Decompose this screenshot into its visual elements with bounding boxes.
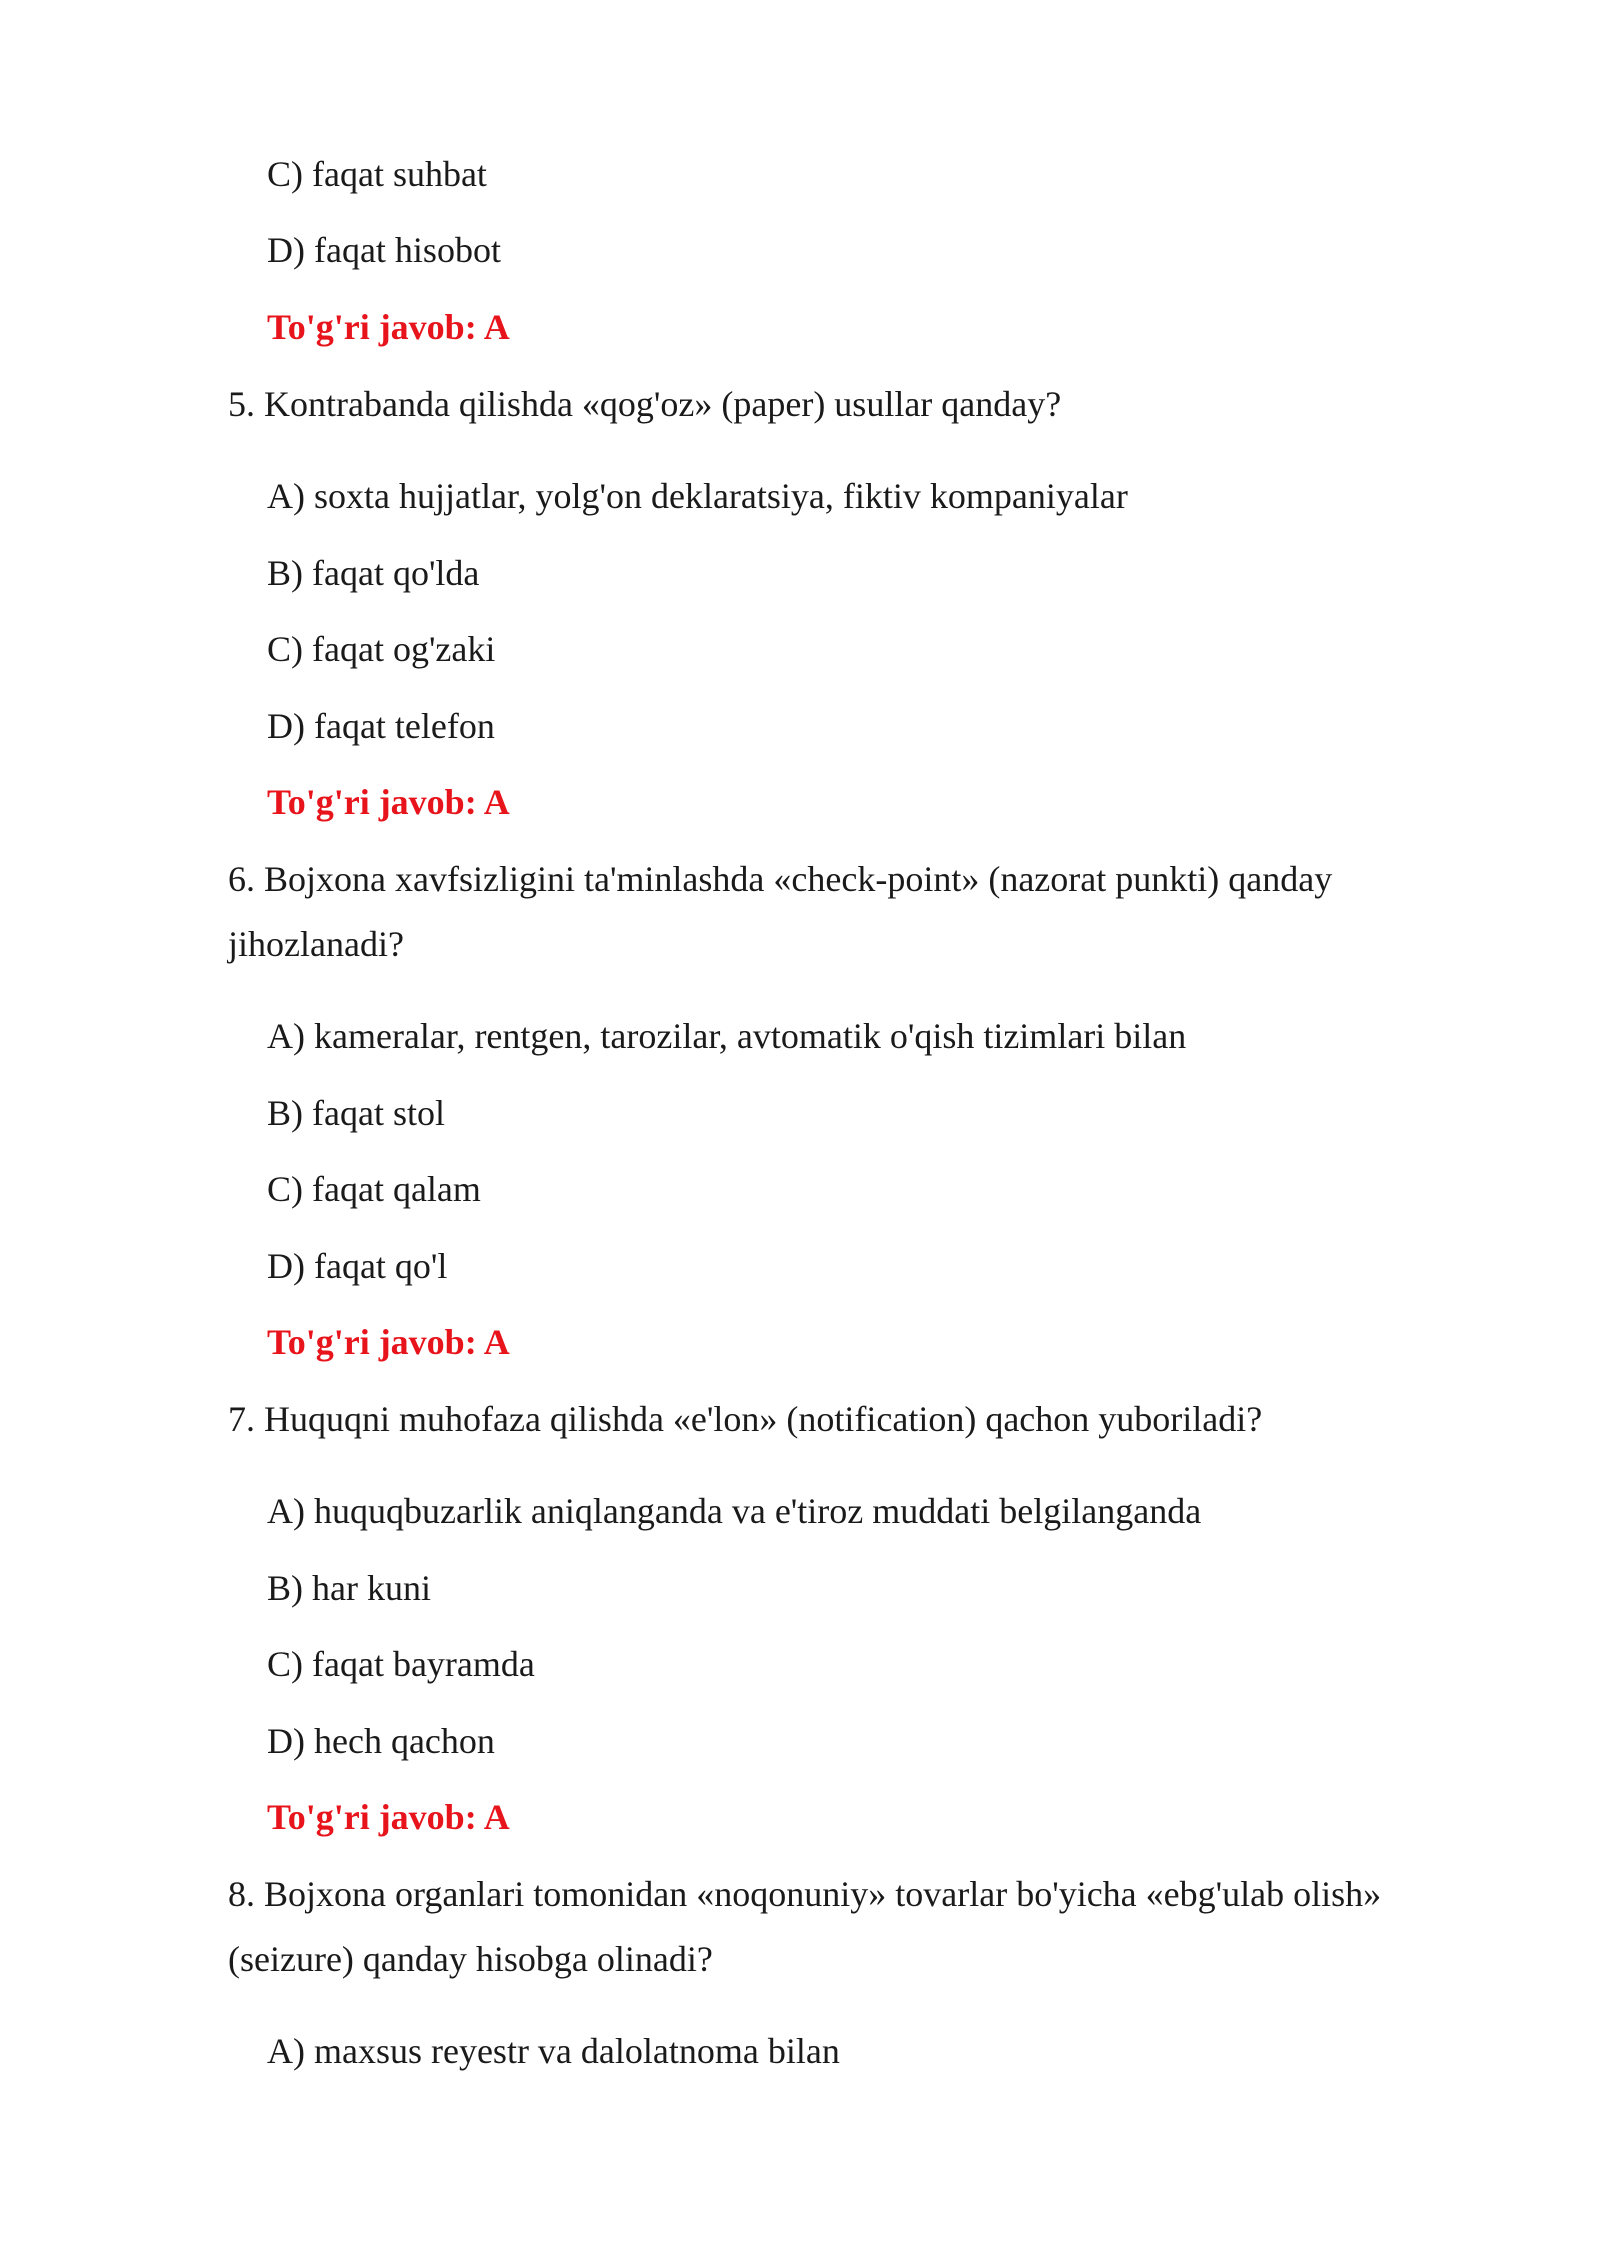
correct-answer: To'g'ri javob: A: [267, 782, 510, 822]
option-d: D) faqat telefon: [267, 706, 495, 746]
option-d: D) hech qachon: [267, 1721, 495, 1761]
option-a: A) maxsus reyestr va dalolatnoma bilan: [267, 2031, 840, 2071]
question-8-line-1: 8. Bojxona organlari tomonidan «noqonuniy» tovarlar bo'yicha «ebg'ulab olish»: [228, 1874, 1382, 1914]
option-a: A) soxta hujjatlar, yolg'on deklaratsiya, fiktiv kompaniyalar: [267, 476, 1128, 516]
option-c: C) faqat og'zaki: [267, 629, 496, 669]
question-5: 5. Kontrabanda qilishda «qog'oz» (paper) usullar qanday?: [228, 384, 1062, 424]
option-c: C) faqat qalam: [267, 1169, 481, 1209]
question-8-line-2: (seizure) qanday hisobga olinadi?: [228, 1939, 713, 1979]
question-6-line-1: 6. Bojxona xavfsizligini ta'minlashda «check-point» (nazorat punkti) qanday: [228, 859, 1333, 899]
correct-answer: To'g'ri javob: A: [267, 1797, 510, 1837]
option-d: D) faqat hisobot: [267, 230, 501, 270]
option-a: A) kameralar, rentgen, tarozilar, avtomatik o'qish tizimlari bilan: [267, 1016, 1187, 1056]
option-d: D) faqat qo'l: [267, 1246, 448, 1286]
option-c: C) faqat bayramda: [267, 1644, 535, 1684]
question-7: 7. Huquqni muhofaza qilishda «e'lon» (notification) qachon yuboriladi?: [228, 1399, 1263, 1439]
option-b: B) faqat qo'lda: [267, 553, 480, 593]
option-a: A) huquqbuzarlik aniqlanganda va e'tiroz muddati belgilanganda: [267, 1491, 1202, 1531]
correct-answer: To'g'ri javob: A: [267, 1322, 510, 1362]
option-b: B) har kuni: [267, 1568, 431, 1608]
question-6-line-2: jihozlanadi?: [228, 924, 404, 964]
option-c: C) faqat suhbat: [267, 154, 487, 194]
option-b: B) faqat stol: [267, 1093, 445, 1133]
correct-answer: To'g'ri javob: A: [267, 307, 510, 347]
